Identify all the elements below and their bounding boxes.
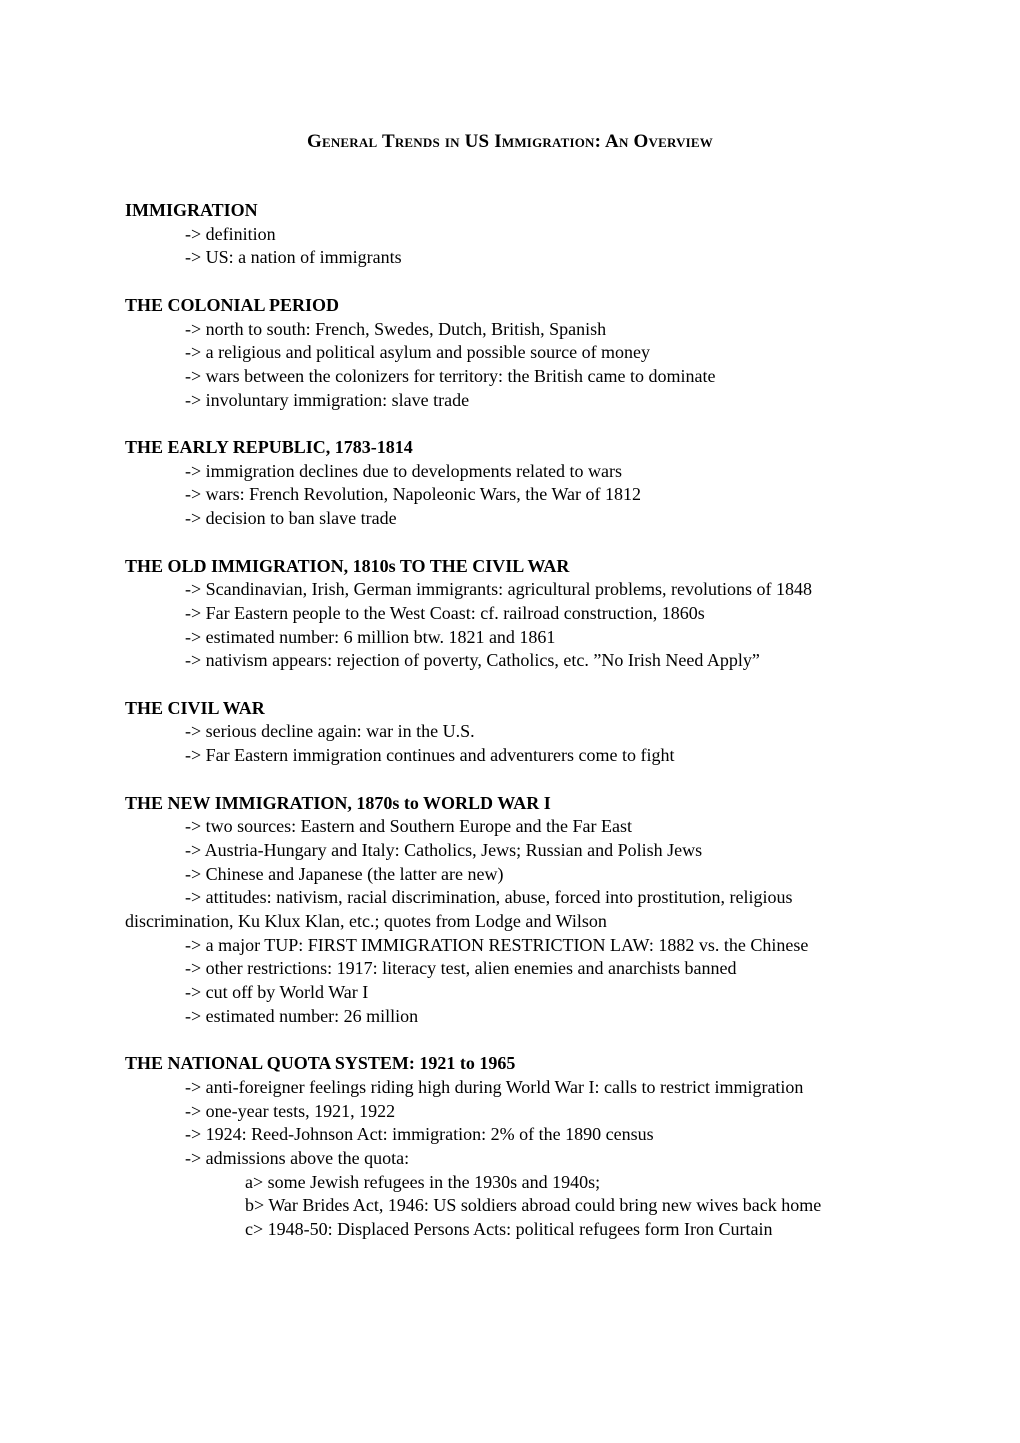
bullet-line: -> involuntary immigration: slave trade <box>185 389 470 410</box>
sub-bullet-line: b> War Brides Act, 1946: US soldiers abroad could bring new wives back home <box>245 1195 822 1216</box>
bullet-line: -> 1924: Reed-Johnson Act: immigration: 2% of the 1890 census <box>185 1124 654 1145</box>
bullet-line: -> admissions above the quota: <box>185 1148 410 1169</box>
bullet-line: -> nativism appears: rejection of poverty, Catholics, etc. ”No Irish Need Apply” <box>185 650 760 671</box>
section-colonial-period <box>125 294 905 413</box>
bullet-line: -> wars: French Revolution, Napoleonic Wars, the War of 1812 <box>185 484 641 505</box>
section-national-quota-system <box>125 1052 905 1242</box>
bullet-line: -> estimated number: 6 million btw. 1821 and 1861 <box>185 626 556 647</box>
bullet-line: -> Scandinavian, Irish, German immigrants: agricultural problems, revolutions of 1848 <box>185 579 813 600</box>
section-heading: THE NEW IMMIGRATION, 1870s to WORLD WAR I <box>125 792 551 813</box>
bullet-line: -> estimated number: 26 million <box>185 1005 419 1026</box>
bullet-line: -> definition <box>185 223 276 244</box>
bullet-line: -> Far Eastern people to the West Coast: cf. railroad construction, 1860s <box>185 602 705 623</box>
bullet-line: -> Austria-Hungary and Italy: Catholics, Jews; Russian and Polish Jews <box>185 839 703 860</box>
section-old-immigration <box>125 555 905 674</box>
section-civil-war <box>125 697 905 768</box>
section-new-immigration <box>125 792 905 1029</box>
section-early-republic <box>125 436 905 531</box>
bullet-line: -> one-year tests, 1921, 1922 <box>185 1100 396 1121</box>
bullet-line: -> two sources: Eastern and Southern Europe and the Far East <box>185 816 633 837</box>
bullet-line: -> a major TUP: FIRST IMMIGRATION RESTRICTION LAW: 1882 vs. the Chinese <box>185 934 809 955</box>
sub-bullet-line: c> 1948-50: Displaced Persons Acts: political refugees form Iron Curtain <box>245 1219 773 1240</box>
bullet-line: -> attitudes: nativism, racial discrimination, abuse, forced into prostitution, religious discrimination, Ku Klux Klan, etc.; quotes from Lodge and Wilson <box>125 887 793 932</box>
bullet-line: -> decision to ban slave trade <box>185 508 397 529</box>
bullet-line: -> immigration declines due to developments related to wars <box>185 460 623 481</box>
section-immigration <box>125 199 905 270</box>
bullet-line: -> serious decline again: war in the U.S. <box>185 721 475 742</box>
bullet-line: -> Chinese and Japanese (the latter are new) <box>185 863 504 884</box>
bullet-line: -> anti-foreigner feelings riding high during World War I: calls to restrict immigration <box>185 1076 804 1097</box>
sub-bullet-line: a> some Jewish refugees in the 1930s and 1940s; <box>245 1171 601 1192</box>
bullet-line: -> US: a nation of immigrants <box>185 247 402 268</box>
bullet-line: -> north to south: French, Swedes, Dutch, British, Spanish <box>185 318 607 339</box>
bullet-line: -> Far Eastern immigration continues and adventurers come to fight <box>185 745 675 766</box>
section-heading: THE CIVIL WAR <box>125 697 265 718</box>
section-heading: THE COLONIAL PERIOD <box>125 294 340 315</box>
section-heading: THE NATIONAL QUOTA SYSTEM: 1921 to 1965 <box>125 1053 516 1074</box>
section-heading: THE EARLY REPUBLIC, 1783-1814 <box>125 437 413 457</box>
bullet-line: -> other restrictions: 1917: literacy test, alien enemies and anarchists banned <box>185 958 737 979</box>
section-heading: IMMIGRATION <box>125 200 258 220</box>
section-heading: THE OLD IMMIGRATION, 1810s TO THE CIVIL WAR <box>125 555 570 576</box>
bullet-line: -> wars between the colonizers for territory: the British came to dominate <box>185 365 716 386</box>
document-body <box>125 199 905 1266</box>
bullet-line: -> a religious and political asylum and possible source of money <box>185 342 651 363</box>
bullet-line: -> cut off by World War I <box>185 982 369 1003</box>
document-title: General Trends in US Immigration: An Overview <box>306 131 713 152</box>
